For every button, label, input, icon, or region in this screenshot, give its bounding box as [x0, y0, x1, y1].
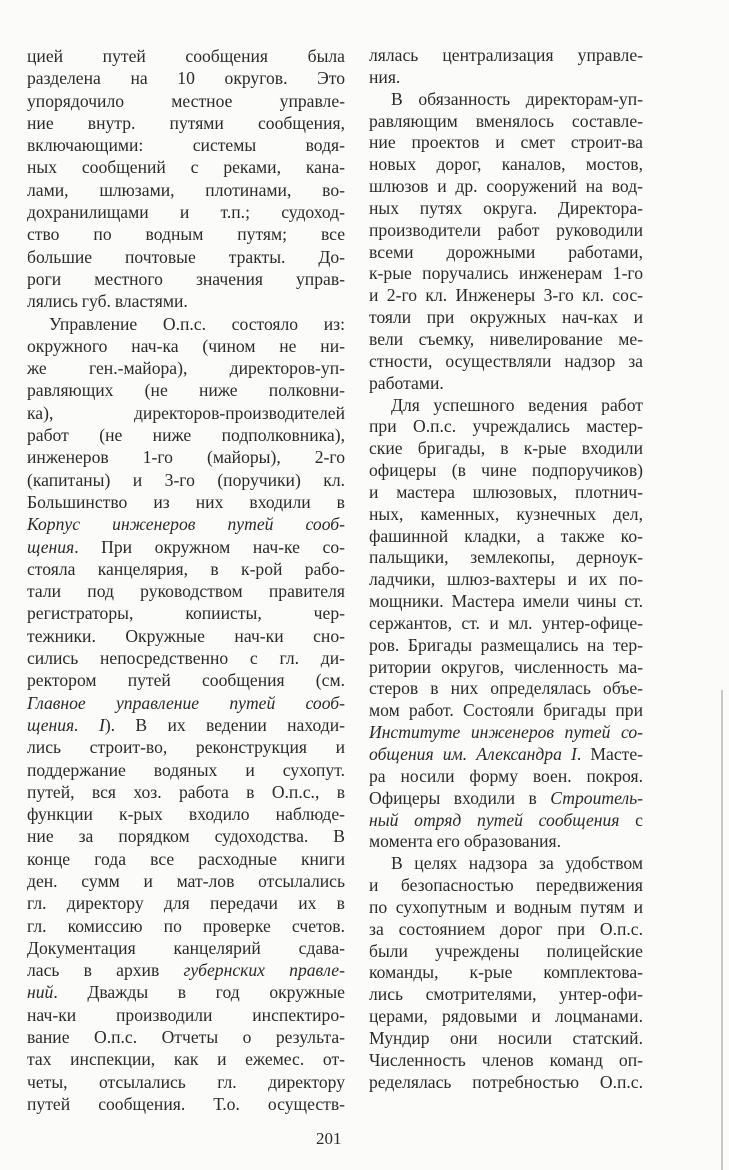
- text-segment: (капитаны) и 3-го (поручики) кл.: [27, 469, 345, 490]
- text-segment: по сухопутным и водным путям и: [369, 896, 643, 917]
- text-segment: Документация канцелярий сдава-: [27, 937, 345, 958]
- text-segment: регистраторы, копиисты, чер-: [27, 603, 345, 624]
- text-line: [369, 875, 643, 897]
- text-segment: ). В их ведении находи-: [104, 714, 345, 735]
- text-segment: пальщики, землекопы, дерноук-: [369, 547, 643, 568]
- text-line: [27, 513, 345, 535]
- text-line: [369, 132, 643, 154]
- text-segment: разделена на 10 округов. Это: [27, 68, 345, 89]
- text-segment: шлюзов и др. сооружений на вод-: [369, 176, 643, 197]
- text-segment: вели съемку, нивелирование ме-: [369, 328, 643, 349]
- text-segment: ка), директоров-производителей: [27, 402, 345, 423]
- text-line: [369, 263, 643, 285]
- text-line: [27, 870, 345, 892]
- text-line: [27, 223, 345, 245]
- text-segment: мом работ. Состояли бригады при: [369, 700, 643, 721]
- text-segment: большие почтовые тракты. До-: [27, 246, 345, 267]
- text-line: [27, 268, 345, 290]
- italic-reference: ный отряд путей сообщения: [369, 809, 620, 830]
- text-line: [27, 937, 345, 959]
- text-segment: функции к-рых входило наблюде-: [27, 804, 345, 825]
- text-segment: тояли при окружных нач-ках и: [369, 307, 643, 328]
- text-line: [369, 984, 643, 1006]
- text-line: [369, 1072, 643, 1094]
- text-segment: нач-ки производили инспектиро-: [27, 1004, 345, 1025]
- text-segment: сержантов, ст. и мл. унтер-офице-: [369, 612, 643, 633]
- text-line: [369, 45, 643, 67]
- text-segment: за состоянием дорог при О.п.с.: [369, 918, 643, 939]
- text-line: [27, 446, 345, 468]
- text-line: [369, 810, 643, 832]
- text-segment: церами, рядовыми и лоцманами.: [369, 1006, 643, 1027]
- text-segment: В целях надзора за удобством: [391, 853, 643, 874]
- text-line: [369, 373, 643, 395]
- text-segment: Численность членов команд оп-: [369, 1049, 643, 1070]
- text-line: [369, 831, 643, 853]
- text-segment: офицеры (в чине подпоручиков): [369, 460, 643, 481]
- text-line: [27, 692, 345, 714]
- text-segment: ния.: [369, 66, 401, 87]
- text-line: [369, 591, 643, 613]
- text-segment: . Масте-: [576, 744, 643, 764]
- text-segment: при О.п.с. учреждались мастер-: [369, 416, 643, 437]
- text-segment: ра носили форму воен. покроя.: [369, 765, 643, 786]
- text-line: [369, 67, 643, 89]
- text-segment: ных сообщений с реками, кана-: [27, 157, 345, 178]
- text-segment: и 2-го кл. Инженеры 3-го кл. сос-: [369, 285, 643, 306]
- text-line: [27, 848, 345, 870]
- text-line: [369, 897, 643, 919]
- text-segment: лась в архив: [27, 960, 184, 981]
- italic-reference: губернских правле-: [183, 960, 345, 981]
- text-line: [27, 357, 345, 379]
- text-segment: стояла канцелярия, в к-рой рабо-: [27, 558, 345, 579]
- text-line: [369, 722, 643, 744]
- paragraph: [27, 313, 345, 1116]
- text-segment: работами.: [369, 372, 444, 393]
- text-segment: упорядочило местное управле-: [27, 90, 345, 111]
- text-line: [369, 220, 643, 242]
- text-segment: поддержание водяных и сухопут.: [27, 759, 345, 780]
- text-line: [27, 1026, 345, 1048]
- text-line: [369, 1028, 643, 1050]
- text-segment: мощники. Мастера имели чины ст.: [369, 591, 643, 612]
- text-line: [27, 803, 345, 825]
- text-segment: же ген.-майора), директоров-уп-: [27, 358, 345, 379]
- text-line: [27, 580, 345, 602]
- text-line: [369, 941, 643, 963]
- page-number: 201: [316, 1129, 342, 1148]
- text-segment: производители работ руководили: [369, 219, 643, 240]
- text-segment: равляющих (не ниже полковни-: [27, 380, 345, 401]
- text-line: [369, 635, 643, 657]
- paragraph: [369, 395, 643, 854]
- text-line: [27, 536, 345, 558]
- paragraph: [27, 45, 345, 313]
- italic-reference: Главное управление путей сооб-: [27, 692, 345, 713]
- text-segment: дохранилищами и т.п.; судоход-: [27, 202, 345, 223]
- text-line: [27, 179, 345, 201]
- text-line: [27, 892, 345, 914]
- text-line: [369, 329, 643, 351]
- text-line: [369, 962, 643, 984]
- text-line: [369, 766, 643, 788]
- paragraph: [369, 89, 643, 395]
- text-segment: ладчики, шлюз-вахтеры и их по-: [369, 569, 643, 590]
- text-segment: путей сообщения. Т.о. осуществ-: [27, 1093, 345, 1114]
- text-line: [369, 1050, 643, 1072]
- text-segment: ределялась потребностью О.п.с.: [369, 1071, 643, 1092]
- text-line: [27, 335, 345, 357]
- text-segment: ние проектов и смет строит-ва: [369, 132, 643, 153]
- text-segment: работ (не ниже подполковника),: [27, 425, 345, 446]
- text-line: [27, 759, 345, 781]
- text-line: [369, 613, 643, 635]
- text-segment: Большинство из них входили в: [27, 491, 345, 512]
- text-line: [369, 504, 643, 526]
- text-segment: тах инспекции, как и ежемес. от-: [27, 1049, 345, 1070]
- text-segment: ров. Бригады размещались на тер-: [369, 634, 643, 655]
- text-segment: конце года все расходные книги: [27, 848, 345, 869]
- text-segment: Для успешного ведения работ: [391, 394, 643, 415]
- text-segment: ние внутр. путями сообщения,: [27, 112, 345, 133]
- text-line: [369, 285, 643, 307]
- italic-reference: ний: [27, 982, 54, 1003]
- text-segment: лись строит-во, реконструкция и: [27, 737, 345, 758]
- text-segment: лись смотрителями, унтер-офи-: [369, 984, 643, 1005]
- text-segment: Управление О.п.с. состояло из:: [49, 313, 345, 334]
- italic-reference: Строитель-: [550, 787, 643, 808]
- text-segment: гл. комиссию по проверке счетов.: [27, 915, 345, 936]
- text-segment: включающими: системы водя-: [27, 135, 345, 156]
- text-line: [369, 416, 643, 438]
- text-segment: окружного нач-ка (чином не ни-: [27, 335, 345, 356]
- text-segment: лами, шлюзами, плотинами, во-: [27, 179, 345, 200]
- text-segment: стности, осуществляли надзор за: [369, 350, 643, 371]
- text-line: [27, 959, 345, 981]
- italic-reference: Институте инженеров путей со-: [369, 722, 643, 743]
- text-line: [27, 67, 345, 89]
- text-segment: сились непосредственно с гл. ди-: [27, 648, 345, 669]
- text-segment: четы, отсылались гл. директору: [27, 1071, 345, 1092]
- left-column: [27, 45, 345, 1115]
- text-segment: Мундир они носили статский.: [369, 1027, 643, 1048]
- text-segment: новых дорог, каналов, мостов,: [369, 154, 643, 175]
- text-line: [369, 307, 643, 329]
- text-segment: были учреждены полицейские: [369, 940, 643, 961]
- text-segment: ных, каменных, кузнечных дел,: [369, 503, 643, 524]
- text-line: [27, 313, 345, 335]
- text-segment: и мастера шлюзовых, плотнич-: [369, 481, 643, 502]
- text-line: [27, 1048, 345, 1070]
- text-line: [369, 569, 643, 591]
- text-line: [27, 1071, 345, 1093]
- scan-edge-divider: [721, 690, 723, 1170]
- text-segment: цией путей сообщения была: [27, 46, 345, 66]
- text-segment: . При окружном нач-ке со-: [74, 536, 345, 557]
- text-line: [27, 1004, 345, 1026]
- text-line: [369, 198, 643, 220]
- right-column: [369, 45, 643, 1094]
- text-line: [27, 647, 345, 669]
- italic-reference: Корпус инженеров путей сооб-: [27, 514, 345, 535]
- text-line: [27, 134, 345, 156]
- text-line: [369, 678, 643, 700]
- text-segment: роги местного значения управ-: [27, 268, 345, 289]
- text-line: [27, 246, 345, 268]
- text-line: [27, 45, 345, 67]
- text-segment: к-рые поручались инженерам 1-го: [369, 263, 643, 284]
- text-segment: тежники. Окружные нач-ки сно-: [27, 625, 345, 646]
- text-line: [369, 89, 643, 111]
- text-line: [369, 482, 643, 504]
- text-line: [27, 379, 345, 401]
- text-segment: В обязанность директорам-уп-: [391, 88, 643, 109]
- text-line: [369, 1006, 643, 1028]
- text-line: [27, 981, 345, 1003]
- text-segment: с: [619, 809, 643, 830]
- text-segment: равляющим вменялось составле-: [369, 110, 643, 131]
- italic-reference: щения. I: [27, 714, 105, 735]
- text-line: [369, 744, 643, 766]
- text-segment: ство по водным путям; все: [27, 224, 345, 245]
- paragraph: [369, 45, 643, 89]
- text-line: [27, 736, 345, 758]
- text-segment: лялась централизация управле-: [369, 45, 643, 65]
- text-line: [27, 402, 345, 424]
- text-segment: ных путях округа. Директора-: [369, 197, 643, 218]
- text-line: [27, 290, 345, 312]
- text-line: [27, 714, 345, 736]
- text-line: [27, 781, 345, 803]
- text-line: [369, 547, 643, 569]
- text-line: [369, 176, 643, 198]
- text-segment: ден. сумм и мат-лов отсылались: [27, 870, 345, 891]
- text-line: [27, 558, 345, 580]
- text-segment: инженеров 1-го (майоры), 2-го: [27, 447, 345, 468]
- text-line: [27, 669, 345, 691]
- paragraph: [369, 853, 643, 1093]
- text-segment: вание О.п.с. Отчеты о результа-: [27, 1027, 345, 1048]
- text-line: [369, 111, 643, 133]
- text-line: [27, 1093, 345, 1115]
- text-line: [369, 395, 643, 417]
- text-line: [369, 460, 643, 482]
- text-line: [369, 351, 643, 373]
- text-line: [369, 526, 643, 548]
- text-line: [369, 700, 643, 722]
- text-segment: ректором путей сообщения (см.: [27, 670, 345, 691]
- text-line: [27, 112, 345, 134]
- text-line: [27, 156, 345, 178]
- text-line: [27, 825, 345, 847]
- text-segment: гл. директору для передачи их в: [27, 893, 345, 914]
- text-segment: ские бригады, в к-рые входили: [369, 438, 643, 459]
- text-segment: команды, к-рые комплектова-: [369, 962, 643, 983]
- text-line: [27, 201, 345, 223]
- italic-reference: общения им. Александра I: [369, 744, 577, 764]
- text-line: [369, 919, 643, 941]
- text-segment: . Дважды в год окружные: [53, 982, 345, 1003]
- text-segment: момента его образования.: [369, 831, 562, 852]
- text-segment: стеров в них определялась объе-: [369, 678, 643, 699]
- text-segment: и безопасностью передвижения: [369, 875, 643, 896]
- text-segment: лялись губ. властями.: [27, 291, 188, 312]
- text-line: [369, 657, 643, 679]
- text-line: [27, 491, 345, 513]
- text-line: [27, 90, 345, 112]
- text-segment: тали под руководством правителя: [27, 581, 345, 602]
- text-line: [369, 438, 643, 460]
- text-segment: путей, вся хоз. работа в О.п.с., в: [27, 781, 345, 802]
- text-line: [369, 242, 643, 264]
- text-line: [27, 469, 345, 491]
- text-segment: фашинной кладки, а также ко-: [369, 525, 643, 546]
- text-line: [369, 853, 643, 875]
- italic-reference: щения: [27, 536, 75, 557]
- text-line: [27, 602, 345, 624]
- text-line: [27, 424, 345, 446]
- text-line: [369, 154, 643, 176]
- text-line: [369, 788, 643, 810]
- text-segment: ритории округов, численность ма-: [369, 656, 643, 677]
- text-line: [27, 915, 345, 937]
- text-line: [27, 625, 345, 647]
- text-segment: ние за порядком судоходства. В: [27, 826, 345, 847]
- text-segment: всеми дорожными работами,: [369, 241, 643, 262]
- text-segment: Офицеры входили в: [369, 787, 551, 808]
